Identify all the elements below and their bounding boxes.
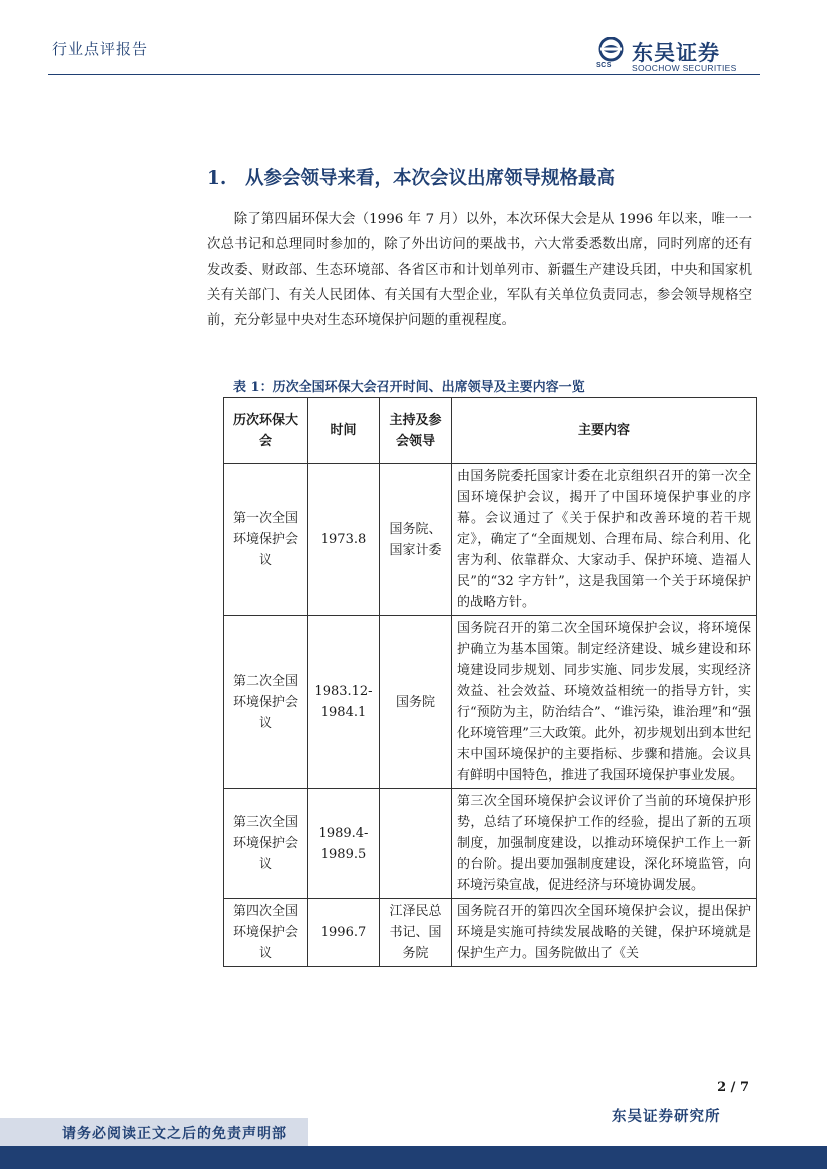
body-paragraph: 除了第四届环保大会（1996 年 7 月）以外，本次环保大会是从 1996 年以来，唯一一次总书记和总理同时参加的，除了外出访问的栗战书，六大常委悉数出席，同时列席的还有发改委、财政部、生态环境部、各省区市和计划单列市、新疆生产建设兵团，中央和国家机关有关部门、有关人民团体、有关国有大型企业，军队有关单位负责同志，参会领导规格空前，充分彰显中央对生态环境保护问题的重视程度。 — [207, 212, 752, 329]
brand-logo-chinese: 东吴证券 — [632, 41, 720, 65]
cell-session: 第三次全国环境保护会议 — [224, 789, 308, 899]
cell-time: 1989.4-1989.5 — [308, 789, 380, 899]
brand-logo-abbr: SCS — [596, 62, 612, 69]
cell-time: 1983.12-1984.1 — [308, 616, 380, 789]
cell-content: 第三次全国环境保护会议评价了当前的环境保护形势，总结了环境保护工作的经验，提出了新的五项制度，加强制度建设，以推动环境保护工作上一新的台阶。提出要加强制度建设，深化环境监管，向环境污染宣战，促进经济与环境协调发展。 — [452, 789, 757, 899]
cell-session: 第四次全国环境保护会议 — [224, 899, 308, 967]
footer-organization: 东吴证券研究所 — [612, 1108, 721, 1125]
column-header-session: 历次环保大会 — [224, 398, 308, 464]
brand-logo — [596, 37, 766, 73]
cell-session: 第二次全国环境保护会议 — [224, 616, 308, 789]
brand-logo-english: SOOCHOW SECURITIES — [632, 63, 737, 73]
column-header-time: 时间 — [308, 398, 380, 464]
cell-leaders: 国务院 — [380, 616, 452, 789]
cell-session: 第一次全国环境保护会议 — [224, 464, 308, 616]
table-row — [224, 464, 757, 616]
cell-content: 国务院召开的第四次全国环境保护会议，提出保护环境是实施可持续发展战略的关键，保护环境就是保护生产力。国务院做出了《关 — [452, 899, 757, 967]
cell-content: 由国务院委托国家计委在北京组织召开的第一次全国环境保护会议，揭开了中国环境保护事业的序幕。会议通过了《关于保护和改善环境的若干规定》，确定了“全面规划、合理布局、综合利用、化害为利、依靠群众、大家动手、保护环境、造福人民”的“32 字方针”，这是我国第一个关于环境保护的战略方针。 — [452, 464, 757, 616]
column-header-leaders: 主持及参会领导 — [380, 398, 452, 464]
cell-content: 国务院召开的第二次全国环境保护会议，将环境保护确立为基本国策。制定经济建设、城乡建设和环境建设同步规划、同步实施、同步发展，实现经济效益、社会效益、环境效益相统一的指导方针，实行“预防为主，防治结合”、“谁污染，谁治理”和“强化环境管理”三大政策。此外，初步规划出到本世纪末中国环境保护的主要指标、步骤和措施。会议具有鲜明中国特色，推进了我国环境保护事业发展。 — [452, 616, 757, 789]
table-caption: 表 1：历次全国环保大会召开时间、出席领导及主要内容一览 — [233, 380, 585, 395]
conference-table — [223, 397, 757, 967]
cell-time: 1996.7 — [308, 899, 380, 967]
footer-bar — [0, 1146, 827, 1169]
table-header-row — [224, 398, 757, 464]
cell-time: 1973.8 — [308, 464, 380, 616]
header-divider — [48, 74, 760, 75]
section-title-text: 从参会领导来看，本次会议出席领导规格最高 — [245, 168, 616, 189]
section-number: 1. — [207, 168, 227, 189]
footer-disclaimer: 请务必阅读正文之后的免责声明部 — [62, 1126, 287, 1142]
table-row — [224, 616, 757, 789]
cell-leaders — [380, 789, 452, 899]
page-number: 2 / 7 — [717, 1080, 749, 1095]
cell-leaders: 江泽民总书记、国务院 — [380, 899, 452, 967]
table-row — [224, 899, 757, 967]
section-heading — [207, 164, 615, 190]
cell-leaders: 国务院、国家计委 — [380, 464, 452, 616]
column-header-content: 主要内容 — [452, 398, 757, 464]
table-row — [224, 789, 757, 899]
report-type-label: 行业点评报告 — [52, 40, 149, 58]
